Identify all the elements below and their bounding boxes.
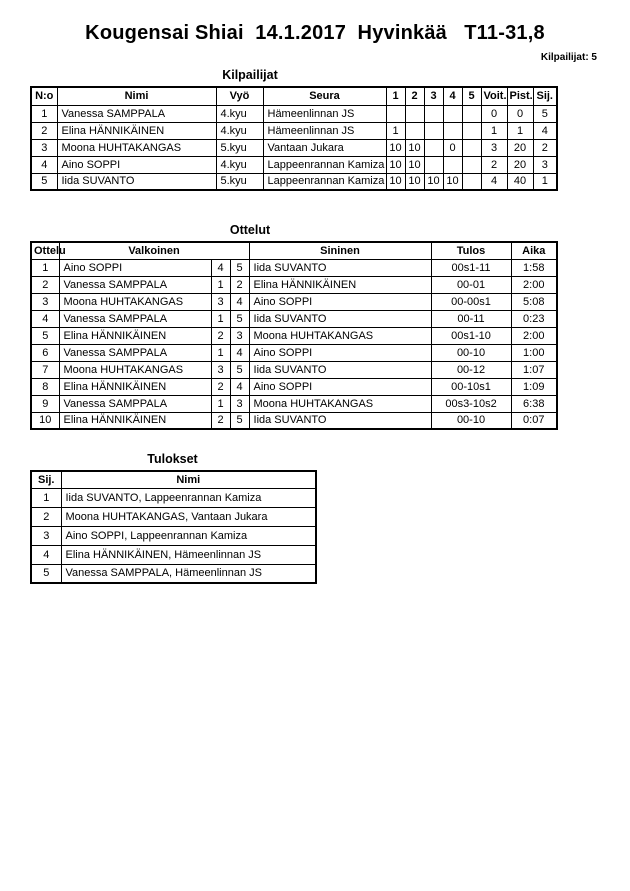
blue-player-number: 3 xyxy=(230,395,249,412)
white-player-number: 2 xyxy=(211,412,230,429)
match-time: 1:00 xyxy=(511,344,557,361)
white-player-name: Moona HUHTAKANGAS xyxy=(59,361,211,378)
score-vs-5 xyxy=(462,156,481,173)
competitor-name: Moona HUHTAKANGAS xyxy=(57,139,216,156)
match-number: 7 xyxy=(31,361,59,378)
score-vs-5 xyxy=(462,173,481,190)
score-vs-1: 10 xyxy=(386,156,405,173)
competitor-number: 2 xyxy=(31,122,57,139)
competitor-wins: 1 xyxy=(481,122,507,139)
match-time: 6:38 xyxy=(511,395,557,412)
result-placement: 3 xyxy=(31,526,61,545)
match-number: 1 xyxy=(31,259,59,276)
header-opp-1: 1 xyxy=(386,87,405,105)
ottelut-row xyxy=(31,378,557,395)
tulokset-row xyxy=(31,507,316,526)
header-no: N:o xyxy=(31,87,57,105)
competitor-points: 20 xyxy=(507,156,533,173)
ottelut-heading: Ottelut xyxy=(229,223,271,237)
white-player-number: 3 xyxy=(211,293,230,310)
header-voit: Voit. xyxy=(481,87,507,105)
header-sij: Sij. xyxy=(533,87,557,105)
score-vs-3 xyxy=(424,105,443,122)
result-placement: 1 xyxy=(31,488,61,507)
score-vs-4: 0 xyxy=(443,139,462,156)
blue-player-number: 2 xyxy=(230,276,249,293)
competitor-club: Lappeenrannan Kamiza xyxy=(263,173,386,190)
ottelut-row xyxy=(31,310,557,327)
score-vs-3 xyxy=(424,156,443,173)
score-vs-1 xyxy=(386,105,405,122)
match-time: 1:09 xyxy=(511,378,557,395)
match-time: 1:07 xyxy=(511,361,557,378)
competitor-club: Hämeenlinnan JS xyxy=(263,122,386,139)
score-vs-5 xyxy=(462,139,481,156)
header-nimi: Nimi xyxy=(57,87,216,105)
result-placement: 2 xyxy=(31,507,61,526)
match-time: 2:00 xyxy=(511,276,557,293)
white-player-name: Vanessa SAMPPALA xyxy=(59,310,211,327)
white-player-number: 2 xyxy=(211,327,230,344)
white-player-name: Vanessa SAMPPALA xyxy=(59,344,211,361)
competitor-wins: 4 xyxy=(481,173,507,190)
blue-player-number: 5 xyxy=(230,259,249,276)
competitor-placement: 5 xyxy=(533,105,557,122)
kilpailijat-header-row xyxy=(31,87,557,105)
header-sij: Sij. xyxy=(31,471,61,488)
header-seura: Seura xyxy=(263,87,386,105)
kilpailijat-row xyxy=(31,139,557,156)
match-result: 00-01 xyxy=(431,276,511,293)
match-result: 00-10 xyxy=(431,412,511,429)
competitor-club: Hämeenlinnan JS xyxy=(263,105,386,122)
tulokset-row xyxy=(31,526,316,545)
match-result: 00s1-10 xyxy=(431,327,511,344)
blue-player-name: Aino SOPPI xyxy=(249,344,431,361)
match-time: 1:58 xyxy=(511,259,557,276)
match-result: 00-11 xyxy=(431,310,511,327)
score-vs-1: 10 xyxy=(386,173,405,190)
header-valkoinen: Valkoinen xyxy=(59,242,249,259)
competitor-placement: 1 xyxy=(533,173,557,190)
competitor-count-label: Kilpailijat: 5 xyxy=(540,52,597,63)
competitor-belt: 5.kyu xyxy=(216,173,263,190)
header-opp-5: 5 xyxy=(462,87,481,105)
tulokset-heading: Tulokset xyxy=(147,452,198,466)
header-sininen: Sininen xyxy=(249,242,431,259)
blue-player-name: Iida SUVANTO xyxy=(249,361,431,378)
blue-player-name: Iida SUVANTO xyxy=(249,412,431,429)
header-pist: Pist. xyxy=(507,87,533,105)
score-vs-4 xyxy=(443,105,462,122)
score-vs-2: 10 xyxy=(405,139,424,156)
competitor-club: Lappeenrannan Kamiza xyxy=(263,156,386,173)
header-opp-4: 4 xyxy=(443,87,462,105)
ottelut-row xyxy=(31,276,557,293)
match-number: 2 xyxy=(31,276,59,293)
blue-player-number: 3 xyxy=(230,327,249,344)
competitor-name: Elina HÄNNIKÄINEN xyxy=(57,122,216,139)
competitor-number: 3 xyxy=(31,139,57,156)
match-number: 8 xyxy=(31,378,59,395)
competitor-wins: 2 xyxy=(481,156,507,173)
match-number: 10 xyxy=(31,412,59,429)
competitor-placement: 3 xyxy=(533,156,557,173)
header-nimi: Nimi xyxy=(61,471,316,488)
competitor-placement: 2 xyxy=(533,139,557,156)
blue-player-number: 4 xyxy=(230,293,249,310)
blue-player-number: 4 xyxy=(230,378,249,395)
score-vs-2 xyxy=(405,122,424,139)
score-vs-4: 10 xyxy=(443,173,462,190)
competitor-placement: 4 xyxy=(533,122,557,139)
competitor-belt: 4.kyu xyxy=(216,156,263,173)
header-vyo: Vyö xyxy=(216,87,263,105)
competitor-belt: 4.kyu xyxy=(216,105,263,122)
ottelut-row xyxy=(31,361,557,378)
score-vs-2: 10 xyxy=(405,156,424,173)
blue-player-name: Aino SOPPI xyxy=(249,293,431,310)
match-time: 0:07 xyxy=(511,412,557,429)
score-vs-1: 10 xyxy=(386,139,405,156)
blue-player-number: 5 xyxy=(230,310,249,327)
blue-player-number: 4 xyxy=(230,344,249,361)
white-player-number: 4 xyxy=(211,259,230,276)
competitor-club: Vantaan Jukara xyxy=(263,139,386,156)
kilpailijat-row xyxy=(31,105,557,122)
header-tulos: Tulos xyxy=(431,242,511,259)
result-name-club: Elina HÄNNIKÄINEN, Hämeenlinnan JS xyxy=(61,545,316,564)
competitor-points: 0 xyxy=(507,105,533,122)
kilpailijat-row xyxy=(31,156,557,173)
match-result: 00-12 xyxy=(431,361,511,378)
ottelut-row xyxy=(31,395,557,412)
kilpailijat-row xyxy=(31,173,557,190)
competitor-points: 20 xyxy=(507,139,533,156)
white-player-name: Moona HUHTAKANGAS xyxy=(59,293,211,310)
white-player-name: Elina HÄNNIKÄINEN xyxy=(59,412,211,429)
competitor-belt: 4.kyu xyxy=(216,122,263,139)
match-result: 00-10 xyxy=(431,344,511,361)
kilpailijat-table xyxy=(30,86,558,191)
match-time: 5:08 xyxy=(511,293,557,310)
result-name-club: Moona HUHTAKANGAS, Vantaan Jukara xyxy=(61,507,316,526)
score-vs-3: 10 xyxy=(424,173,443,190)
blue-player-number: 5 xyxy=(230,361,249,378)
result-name-club: Vanessa SAMPPALA, Hämeenlinnan JS xyxy=(61,564,316,583)
score-vs-4 xyxy=(443,122,462,139)
match-number: 6 xyxy=(31,344,59,361)
kilpailijat-heading: Kilpailijat xyxy=(222,68,278,82)
white-player-name: Vanessa SAMPPALA xyxy=(59,395,211,412)
result-placement: 4 xyxy=(31,545,61,564)
tulokset-row xyxy=(31,545,316,564)
competitor-points: 40 xyxy=(507,173,533,190)
ottelut-row xyxy=(31,327,557,344)
match-time: 2:00 xyxy=(511,327,557,344)
white-player-name: Vanessa SAMPPALA xyxy=(59,276,211,293)
score-vs-1: 1 xyxy=(386,122,405,139)
ottelut-row xyxy=(31,344,557,361)
ottelut-table xyxy=(30,241,558,430)
kilpailijat-row xyxy=(31,122,557,139)
match-time: 0:23 xyxy=(511,310,557,327)
tulokset-table xyxy=(30,470,317,584)
result-name-club: Iida SUVANTO, Lappeenrannan Kamiza xyxy=(61,488,316,507)
match-number: 5 xyxy=(31,327,59,344)
header-aika: Aika xyxy=(511,242,557,259)
score-vs-5 xyxy=(462,105,481,122)
match-number: 3 xyxy=(31,293,59,310)
result-name-club: Aino SOPPI, Lappeenrannan Kamiza xyxy=(61,526,316,545)
tulokset-row xyxy=(31,564,316,583)
white-player-name: Aino SOPPI xyxy=(59,259,211,276)
score-vs-5 xyxy=(462,122,481,139)
blue-player-name: Moona HUHTAKANGAS xyxy=(249,395,431,412)
competitor-belt: 5.kyu xyxy=(216,139,263,156)
ottelut-row xyxy=(31,293,557,310)
match-result: 00-10s1 xyxy=(431,378,511,395)
competitor-wins: 0 xyxy=(481,105,507,122)
blue-player-name: Iida SUVANTO xyxy=(249,310,431,327)
white-player-number: 1 xyxy=(211,276,230,293)
header-opp-3: 3 xyxy=(424,87,443,105)
page-title: Kougensai Shiai 14.1.2017 Hyvinkää T11-31,8 xyxy=(85,22,545,44)
score-vs-3 xyxy=(424,139,443,156)
white-player-name: Elina HÄNNIKÄINEN xyxy=(59,378,211,395)
competitor-wins: 3 xyxy=(481,139,507,156)
competitor-name: Aino SOPPI xyxy=(57,156,216,173)
match-result: 00s3-10s2 xyxy=(431,395,511,412)
white-player-number: 1 xyxy=(211,344,230,361)
white-player-name: Elina HÄNNIKÄINEN xyxy=(59,327,211,344)
white-player-number: 1 xyxy=(211,310,230,327)
white-player-number: 2 xyxy=(211,378,230,395)
score-vs-2: 10 xyxy=(405,173,424,190)
match-number: 9 xyxy=(31,395,59,412)
competitor-number: 4 xyxy=(31,156,57,173)
blue-player-name: Iida SUVANTO xyxy=(249,259,431,276)
blue-player-name: Moona HUHTAKANGAS xyxy=(249,327,431,344)
score-vs-4 xyxy=(443,156,462,173)
header-ottelu: Ottelu xyxy=(31,242,59,259)
competitor-name: Iida SUVANTO xyxy=(57,173,216,190)
score-vs-2 xyxy=(405,105,424,122)
match-number: 4 xyxy=(31,310,59,327)
white-player-number: 1 xyxy=(211,395,230,412)
match-result: 00s1-11 xyxy=(431,259,511,276)
blue-player-name: Aino SOPPI xyxy=(249,378,431,395)
tulokset-row xyxy=(31,488,316,507)
result-placement: 5 xyxy=(31,564,61,583)
header-opp-2: 2 xyxy=(405,87,424,105)
competitor-name: Vanessa SAMPPALA xyxy=(57,105,216,122)
blue-player-number: 5 xyxy=(230,412,249,429)
competitor-number: 5 xyxy=(31,173,57,190)
white-player-number: 3 xyxy=(211,361,230,378)
ottelut-row xyxy=(31,259,557,276)
score-vs-3 xyxy=(424,122,443,139)
blue-player-name: Elina HÄNNIKÄINEN xyxy=(249,276,431,293)
match-result: 00-00s1 xyxy=(431,293,511,310)
competitor-number: 1 xyxy=(31,105,57,122)
tulokset-header-row xyxy=(31,471,316,488)
ottelut-row xyxy=(31,412,557,429)
competitor-points: 1 xyxy=(507,122,533,139)
ottelut-header-row xyxy=(31,242,557,259)
